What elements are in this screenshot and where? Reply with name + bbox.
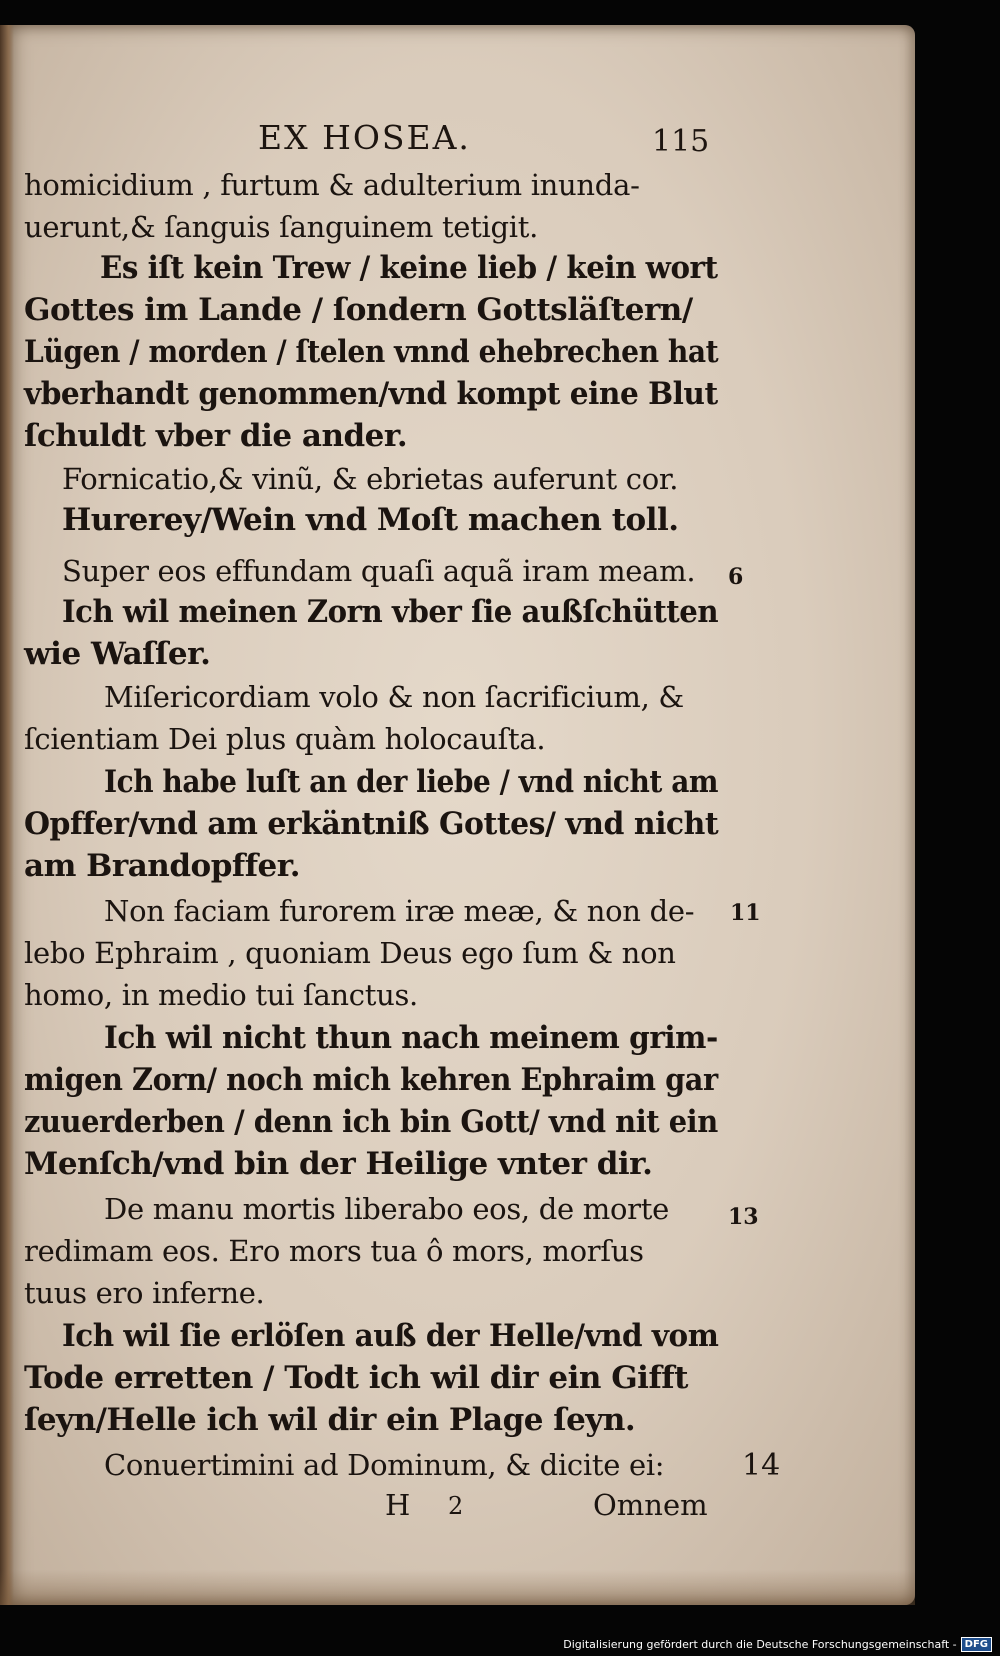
text-line: Menſch/vnd bin der Heilige vnter dir.	[24, 1146, 653, 1182]
text-line: Ich wil nicht thun nach meinem grim-	[104, 1020, 718, 1056]
text-line: migen Zorn/ noch mich kehren Ephraim gar	[24, 1062, 718, 1098]
text-line: Hurerey/Wein vnd Moſt machen toll.	[62, 502, 679, 538]
text-line: Gottes im Lande / ſondern Gottsläſtern/	[24, 292, 693, 328]
digitization-credit	[563, 1637, 992, 1652]
catchword: Omnem	[593, 1488, 708, 1522]
margin-note: 14	[742, 1448, 781, 1483]
margin-note: 13	[728, 1204, 759, 1230]
text-line: vberhandt genommen/vnd kompt eine Blut	[24, 376, 718, 412]
footer-text: Digitalisierung gefördert durch die Deutsche Forschungsgemeinschaft -	[563, 1638, 957, 1651]
text-line: lebo Ephraim , quoniam Deus ego ſum & non	[24, 936, 676, 970]
text-line: homicidium , furtum & adulterium inunda-	[24, 168, 640, 202]
dfg-logo: DFG	[961, 1637, 992, 1652]
text-line: Miſericordiam volo & non ſacrificium, &	[104, 680, 684, 714]
text-line: Ich wil ſie erlöſen auß der Helle/vnd vom	[62, 1318, 719, 1354]
text-line: zuuerderben / denn ich bin Gott/ vnd nit ein	[24, 1104, 718, 1140]
text-line: uerunt,& ſanguis ſanguinem tetigit.	[24, 210, 539, 244]
page-gutter-shadow	[0, 25, 14, 1605]
margin-note: 11	[730, 900, 761, 926]
text-line: Es iſt kein Trew / keine lieb / kein wort	[100, 250, 718, 286]
text-line: ſcientiam Dei plus quàm holocauſta.	[24, 722, 546, 756]
text-line: Ich habe luſt an der liebe / vnd nicht am	[104, 764, 719, 800]
text-line: wie Waſſer.	[24, 636, 211, 672]
text-line: homo, in medio tui ſanctus.	[24, 978, 418, 1012]
text-line: ſeyn/Helle ich wil dir ein Plage ſeyn.	[24, 1402, 636, 1438]
signature-number: 2	[448, 1492, 464, 1520]
text-line: Non faciam furorem iræ meæ, & non de-	[104, 894, 695, 928]
signature-mark: H	[385, 1488, 411, 1522]
text-line: Tode erretten / Todt ich wil dir ein Gifft	[24, 1360, 688, 1396]
text-line: De manu mortis liberabo eos, de morte	[104, 1192, 669, 1226]
text-line: Conuertimini ad Dominum, & dicite ei:	[104, 1448, 665, 1482]
page-bottom-edge	[0, 1570, 915, 1605]
page-number: 115	[652, 124, 710, 159]
text-line: Ich wil meinen Zorn vber ſie außſchütten	[62, 594, 719, 630]
running-title: EX HOSEA.	[258, 118, 471, 157]
text-line: Lügen / morden / ſtelen vnnd ehebrechen hat	[24, 334, 719, 370]
text-line: Super eos effundam quaſi aquã iram meam.	[62, 554, 696, 588]
text-line: Opffer/vnd am erkäntniß Gottes/ vnd nicht	[24, 806, 719, 842]
text-line: redimam eos. Ero mors tua ô mors, morſus	[24, 1234, 644, 1268]
text-line: tuus ero inferne.	[24, 1276, 265, 1310]
margin-note: 6	[728, 564, 744, 590]
text-line: ſchuldt vber die ander.	[24, 418, 408, 454]
text-line: Fornicatio,& vinũ, & ebrietas auferunt cor.	[62, 462, 679, 496]
text-line: am Brandopffer.	[24, 848, 301, 884]
